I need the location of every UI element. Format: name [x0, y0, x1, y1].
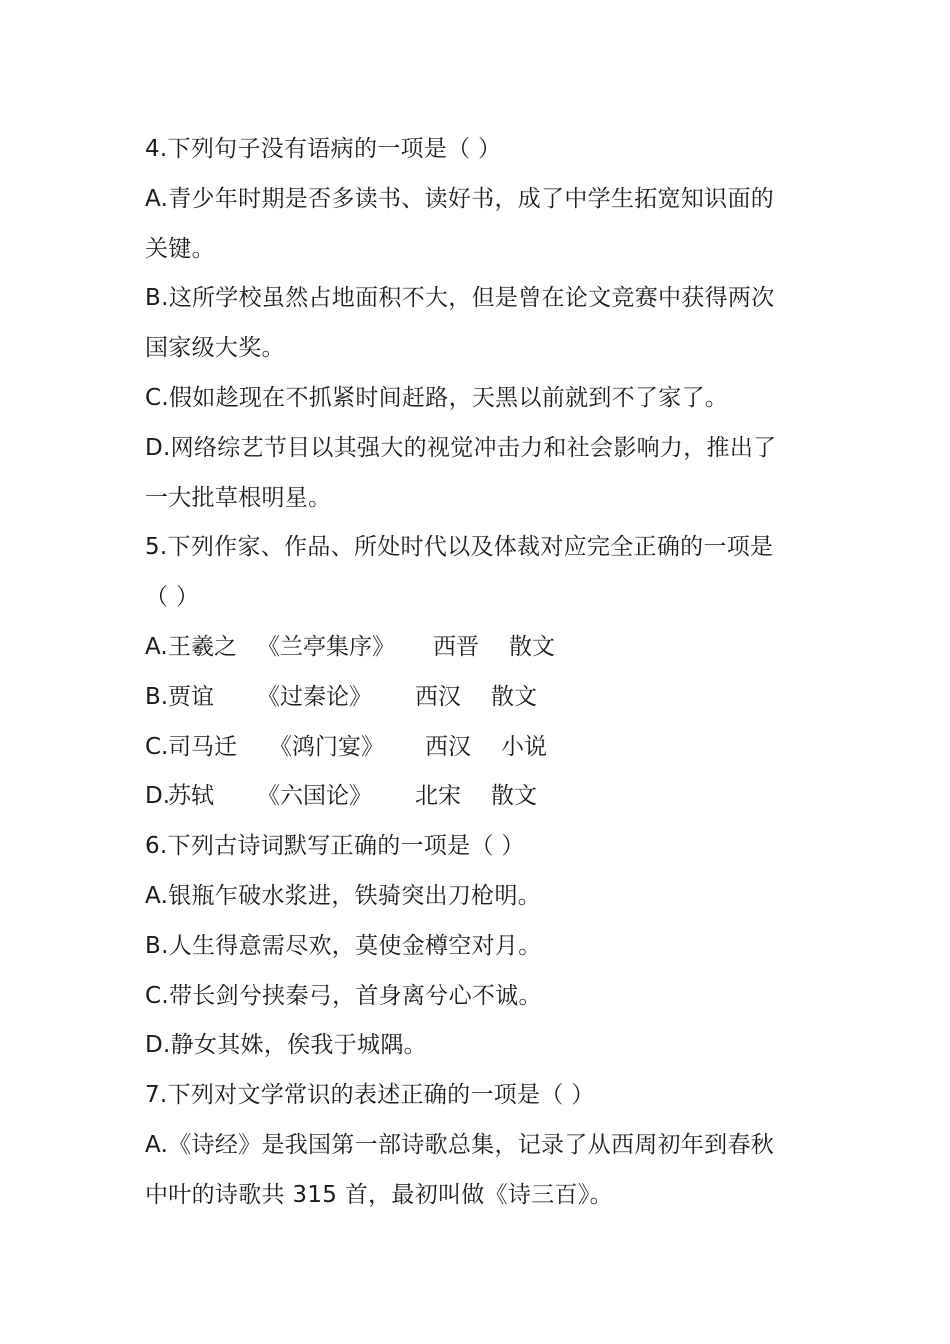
question-6-option-b: B.人生得意需尽欢，莫使金樽空对月。	[145, 932, 542, 959]
question-4-stem: 4.下列句子没有语病的一项是（ ）	[145, 136, 502, 162]
option-author: 苏轼	[168, 783, 214, 810]
question-6-stem: 6.下列古诗词默写正确的一项是（ ）	[145, 833, 525, 860]
question-4-option-c: C.假如趁现在不抓紧时间赶路，天黑以前就到不了家了。	[145, 384, 729, 411]
question-6-option-d: D.静女其姝，俟我于城隅。	[145, 1032, 427, 1059]
option-genre: 散文	[491, 783, 537, 810]
option-genre: 小说	[501, 733, 547, 760]
option-author: 司马迁	[168, 733, 237, 760]
option-label: A.	[145, 633, 168, 660]
option-label: C.	[145, 733, 169, 760]
question-7-option-a: A.《诗经》是我国第一部诗歌总集，记录了从西周初年到春秋	[145, 1131, 775, 1158]
question-5-stem-cont: （ ）	[145, 584, 200, 611]
question-5-option-c	[145, 723, 805, 773]
question-4-option-d: D.网络综艺节目以其强大的视觉冲击力和社会影响力，推出了	[145, 434, 777, 461]
option-label: D.	[145, 783, 171, 810]
option-genre: 散文	[491, 683, 537, 710]
question-7-stem: 7.下列对文学常识的表述正确的一项是（ ）	[145, 1082, 595, 1109]
option-work: 《过秦论》	[257, 683, 372, 710]
option-era: 北宋	[415, 783, 461, 810]
question-5-stem: 5.下列作家、作品、所处时代以及体裁对应完全正确的一项是	[145, 534, 774, 561]
question-5-option-b	[145, 673, 805, 723]
option-work: 《兰亭集序》	[257, 633, 395, 660]
question-4-option-b-cont: 国家级大奖。	[145, 335, 285, 362]
option-genre: 散文	[509, 633, 555, 660]
option-author: 王羲之	[168, 633, 237, 660]
option-era: 西汉	[415, 683, 461, 710]
question-4-option-b: B.这所学校虽然占地面积不大，但是曾在论文竞赛中获得两次	[145, 285, 775, 312]
question-6-option-a: A.银瓶乍破水浆进，铁骑突出刀枪明。	[145, 882, 542, 909]
question-4-option-a-cont: 关键。	[145, 235, 215, 262]
option-work: 《鸿门宴》	[269, 733, 384, 760]
option-label: B.	[145, 683, 169, 710]
document-page	[145, 125, 805, 1221]
option-era: 西汉	[425, 733, 471, 760]
question-4-option-a: A.青少年时期是否多读书、读好书，成了中学生拓宽知识面的	[145, 185, 775, 212]
question-7-option-a-cont: 中叶的诗歌共 315 首，最初叫做《诗三百》。	[145, 1181, 613, 1208]
option-work: 《六国论》	[257, 783, 372, 810]
question-5-option-a	[145, 623, 805, 673]
option-era: 西晋	[433, 633, 479, 660]
option-author: 贾谊	[168, 683, 214, 710]
question-4-option-d-cont: 一大批草根明星。	[145, 484, 332, 511]
question-6-option-c: C.带长剑兮挟秦弓，首身离兮心不诚。	[145, 982, 542, 1009]
question-5-option-d	[145, 772, 805, 822]
